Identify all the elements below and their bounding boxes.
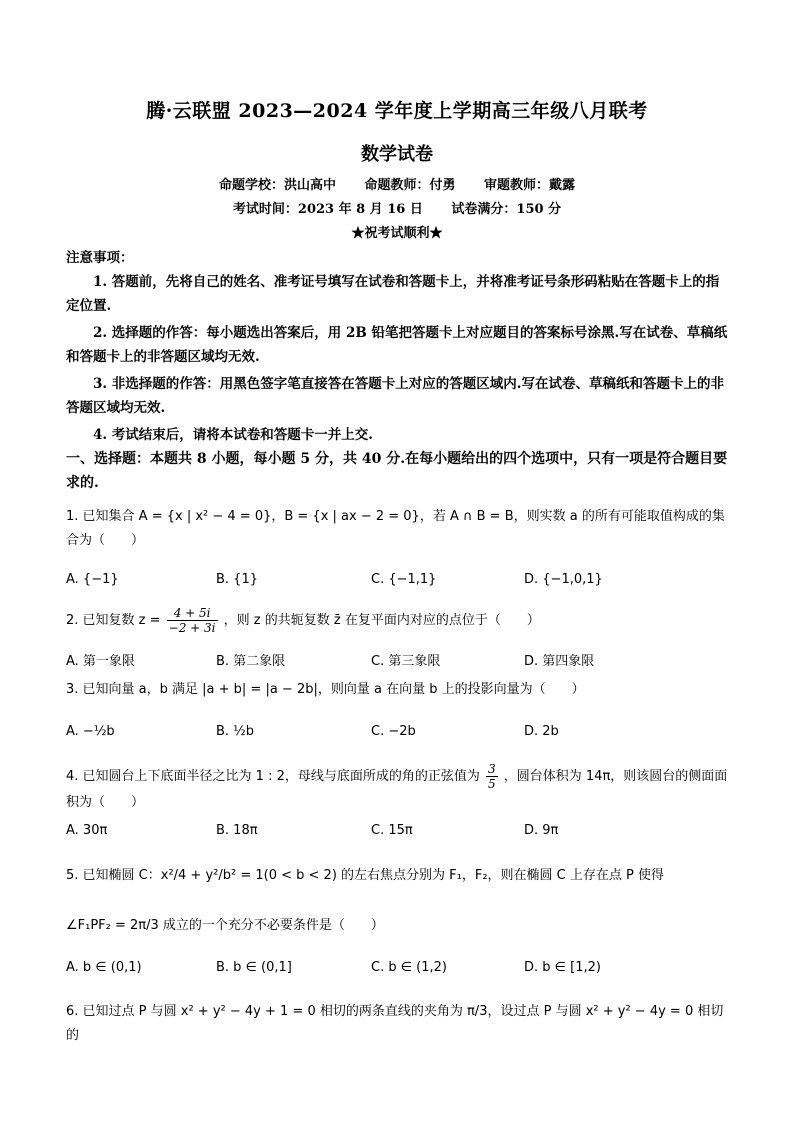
note-item: 1. 答题前，先将自己的姓名、准考证号填写在试卷和答题卡上，并将准考证号条形码粘贴在答题卡上的指定位置. [66, 274, 720, 314]
option-a: A. 第一象限 [66, 654, 135, 669]
question-5-line-2: ∠F₁PF₂ = 2π/3 成立的一个充分不必要条件是（ ） [66, 918, 384, 933]
option-c: C. −2b [371, 724, 416, 739]
note-item: 3. 非选择题的作答：用黑色签字笔直接答在答题卡上对应的答题区域内.写在试卷、草稿纸和答题卡上的非答题区域均无效. [66, 376, 724, 416]
exam-authors [0, 174, 794, 193]
exam-title: 腾·云联盟 2023—2024 学年度上学期高三年级八月联考 [146, 100, 648, 122]
question-2-fraction [167, 606, 218, 635]
question-4-fraction [486, 762, 498, 791]
question-3: 3. 已知向量 a，b 满足 |a + b| = |a − 2b|，则向量 a 在向量 b 上的投影向量为（ ） [66, 682, 585, 697]
author-label: 命题教师：付勇 [364, 178, 456, 193]
option-c: C. 15π [371, 823, 413, 838]
question-1: 1. 已知集合 A = {x | x² − 4 = 0}，B = {x | ax − 2 = 0}，若 A ∩ B = B，则实数 a 的所有可能取值构成的集合为（ ） [66, 509, 725, 548]
fraction-denominator: 5 [488, 777, 496, 791]
question-2 [66, 606, 734, 635]
exam-subtitle: 数学试卷 [361, 144, 433, 165]
notes-heading: 注意事项： [66, 250, 134, 266]
question-4 [66, 762, 734, 815]
option-a: A. 30π [66, 823, 108, 838]
option-d: D. 2b [524, 724, 559, 739]
option-b: B. ½b [216, 724, 255, 739]
exam-wish: ★祝考试顺利★ [351, 226, 443, 241]
full-score: 试卷满分：150 分 [451, 202, 562, 217]
option-a: A. b ∈ (0,1) [66, 960, 142, 975]
fraction-denominator: −2 + 3i [168, 621, 216, 635]
option-d: D. {−1,0,1} [524, 572, 603, 587]
option-d: D. 第四象限 [524, 654, 595, 669]
option-b: B. 第二象限 [216, 654, 286, 669]
option-a: A. −½b [66, 724, 115, 739]
note-item: 4. 考试结束后，请将本试卷和答题卡一并上交. [93, 427, 373, 443]
fraction-numerator: 3 [488, 762, 496, 776]
note-item: 2. 选择题的作答：每小题选出答案后，用 2B 铅笔把答题卡上对应题目的答案标号涂黑.写在试卷、草稿纸和答题卡上的非答题区域均无效. [66, 325, 728, 365]
option-b: B. b ∈ (0,1] [216, 960, 292, 975]
option-c: C. b ∈ (1,2) [371, 960, 448, 975]
option-c: C. {−1,1} [371, 572, 437, 587]
exam-time: 考试时间：2023 年 8 月 16 日 [232, 202, 423, 217]
question-4-stem-a: 4. 已知圆台上下底面半径之比为 1 : 2，母线与底面所成的角的正弦值为 [66, 769, 480, 784]
exam-info [0, 198, 794, 217]
question-5: 5. 已知椭圆 C：x²/4 + y²/b² = 1(0 < b < 2) 的左右焦点分别为 F₁，F₂，则在椭圆 C 上存在点 P 使得 [66, 868, 664, 883]
reviewer-label: 审题教师：戴露 [484, 178, 576, 193]
fraction-numerator: 4 + 5i [167, 606, 218, 621]
school-label: 命题学校：洪山高中 [218, 178, 336, 193]
question-6: 6. 已知过点 P 与圆 x² + y² − 4y + 1 = 0 相切的两条直线的夹角为 π/3，设过点 P 与圆 x² + y² − 4y = 0 相切的 [66, 1004, 724, 1043]
question-2-stem-a: 2. 已知复数 z = [66, 613, 161, 628]
option-c: C. 第三象限 [371, 654, 441, 669]
option-d: D. 9π [524, 823, 559, 838]
option-a: A. {−1} [66, 572, 119, 587]
option-b: B. 18π [216, 823, 258, 838]
section-heading: 一、选择题：本题共 8 小题，每小题 5 分，共 40 分.在每小题给出的四个选项中，只有一项是符合题目要求的. [66, 451, 728, 491]
question-2-stem-b: ，则 z 的共轭复数 z̄ 在复平面内对应的点位于（ ） [223, 613, 540, 628]
option-b: B. {1} [216, 572, 258, 587]
option-d: D. b ∈ [1,2) [524, 960, 601, 975]
question-4-stem-b: ，圆台体积为 14π，则该圆台的侧面面积为（ ） [66, 769, 728, 810]
